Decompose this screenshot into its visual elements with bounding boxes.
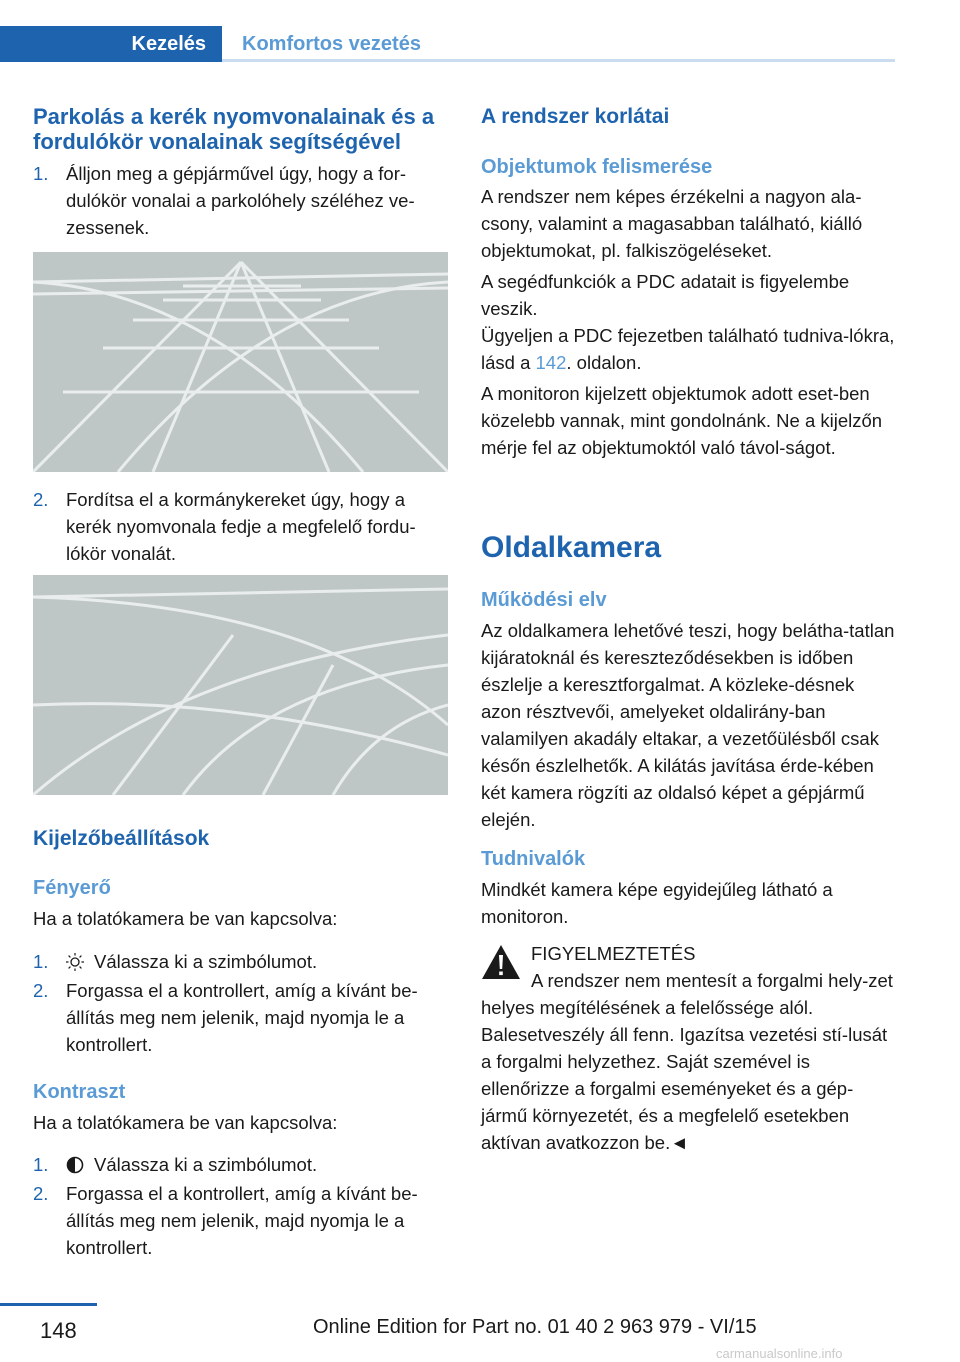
- list-number: 1.: [33, 1154, 49, 1175]
- list-number: 1.: [33, 951, 49, 972]
- heading-side-camera: Oldalkamera: [481, 531, 662, 564]
- warning-title: FIGYELMEZTETÉS: [531, 943, 696, 964]
- heading-parking-lines: Parkolás a kerék nyomvonalainak és a fordulókör vonalainak segítségével: [33, 104, 435, 154]
- camera-image-lines: [33, 252, 448, 472]
- list-text: Válassza ki a szimbólumot.: [94, 1154, 318, 1175]
- paragraph-pdc-ref: [481, 322, 895, 376]
- tab-kezeles[interactable]: Kezelés: [0, 26, 222, 62]
- paragraph-limits: A rendszer nem képes érzékelni a nagyon ala-csony, valamint a magasabban található, kiálló objektumokat, pl. falkiszögeléseket.: [481, 186, 863, 261]
- heading-principle: Működési elv: [481, 589, 607, 611]
- list-number: 2.: [33, 980, 49, 1001]
- list-text: Forgassa el a kontrollert, amíg a kívánt be-állítás meg nem jelenik, majd nyomja le a kontrollert.: [66, 1183, 418, 1258]
- edition-info: Online Edition for Part no. 01 40 2 963 979 - VI/15: [313, 1316, 757, 1338]
- contrast-icon: [66, 1154, 86, 1181]
- page-number: 148: [40, 1318, 77, 1343]
- list-text: Forgassa el a kontrollert, amíg a kívánt be-állítás meg nem jelenik, majd nyomja le a kontrollert.: [66, 980, 418, 1055]
- brightness-intro: Ha a tolatókamera be van kapcsolva:: [33, 908, 338, 929]
- list-item-contrast-2: [33, 1180, 449, 1261]
- list-body: [66, 948, 449, 978]
- heading-contrast: Kontraszt: [33, 1081, 126, 1103]
- list-item-brightness-1: [33, 948, 449, 978]
- list-item-step1: [33, 160, 449, 241]
- list-item-brightness-2: [33, 977, 449, 1058]
- contrast-intro: Ha a tolatókamera be van kapcsolva:: [33, 1112, 338, 1133]
- paragraph-principle: Az oldalkamera lehetővé teszi, hogy belátha-tatlan kijáratoknál és kereszteződésekben is időben észlelje a keresztforgalmat. A közleke-désnek azon résztvevői, amelyeket oldalirány-ban valamilyen akadály eltakar, a vezetőülésből csak későn észlelhetők. A kilátás javítása érde-kében két kamera rögzíti az oldalsó képet a gépjármű elején.: [481, 620, 895, 830]
- heading-notes: Tudnivalók: [481, 848, 586, 870]
- page-link-142[interactable]: 142: [535, 352, 567, 373]
- list-item-contrast-1: [33, 1151, 449, 1181]
- list-number: 1.: [33, 163, 49, 184]
- paragraph-monitor: A monitoron kijelzett objektumok adott eset-ben közelebb vannak, mint gondolnánk. Ne a kijelzőn mérje fel az objektumoktól való távol-ságot.: [481, 383, 883, 458]
- tab-komfortos-vezetes[interactable]: Komfortos vezetés: [242, 33, 421, 55]
- list-number: 2.: [33, 489, 49, 510]
- sun-icon: [66, 951, 86, 978]
- text-span: Ügyeljen a PDC fejezetben található tudniva-lókra, lásd a: [481, 325, 895, 373]
- heading-system-limits: A rendszer korlátai: [481, 105, 670, 128]
- warning-text: A rendszer nem mentesít a forgalmi hely-zet helyes megítélésének a felelőssége alól. Balesetveszély áll fenn. Igazítsa vezetési stí-lusát a forgalmi helyzethez. Saját szemével is ellenőrizze a forgalmi eseményeket és a gép-jármű környezetét, és a megfelelő esetekben aktívan avatkozzon be.◄: [481, 970, 893, 1153]
- header-divider: [222, 59, 895, 62]
- watermark: carmanualsonline.info: [716, 1346, 843, 1361]
- heading-object-detection: Objektumok felismerése: [481, 156, 713, 178]
- text-span: . oldalon.: [566, 352, 642, 373]
- paragraph-pdc: A segédfunkciók a PDC adatait is figyelembe veszik.: [481, 271, 850, 319]
- list-text: Fordítsa el a kormánykereket úgy, hogy a kerék nyomvonala fedje a megfelelő fordu-lókör vonalát.: [66, 489, 416, 564]
- heading-display-settings: Kijelzőbeállítások: [33, 827, 210, 850]
- list-text: Álljon meg a gépjárművel úgy, hogy a for-dulókör vonalai a parkolóhely széléhez ve-zessenek.: [66, 163, 415, 238]
- camera-image-turning: [33, 575, 448, 795]
- list-item-step2: [33, 486, 449, 567]
- list-number: 2.: [33, 1183, 49, 1204]
- list-text: Válassza ki a szimbólumot.: [94, 951, 318, 972]
- heading-brightness: Fényerő: [33, 877, 111, 899]
- list-body: [66, 1151, 449, 1181]
- footer-divider: [0, 1303, 97, 1306]
- warning-block: [481, 940, 895, 1240]
- header-bar: [0, 26, 895, 62]
- paragraph-notes: Mindkét kamera képe egyidejűleg látható a monitoron.: [481, 879, 833, 927]
